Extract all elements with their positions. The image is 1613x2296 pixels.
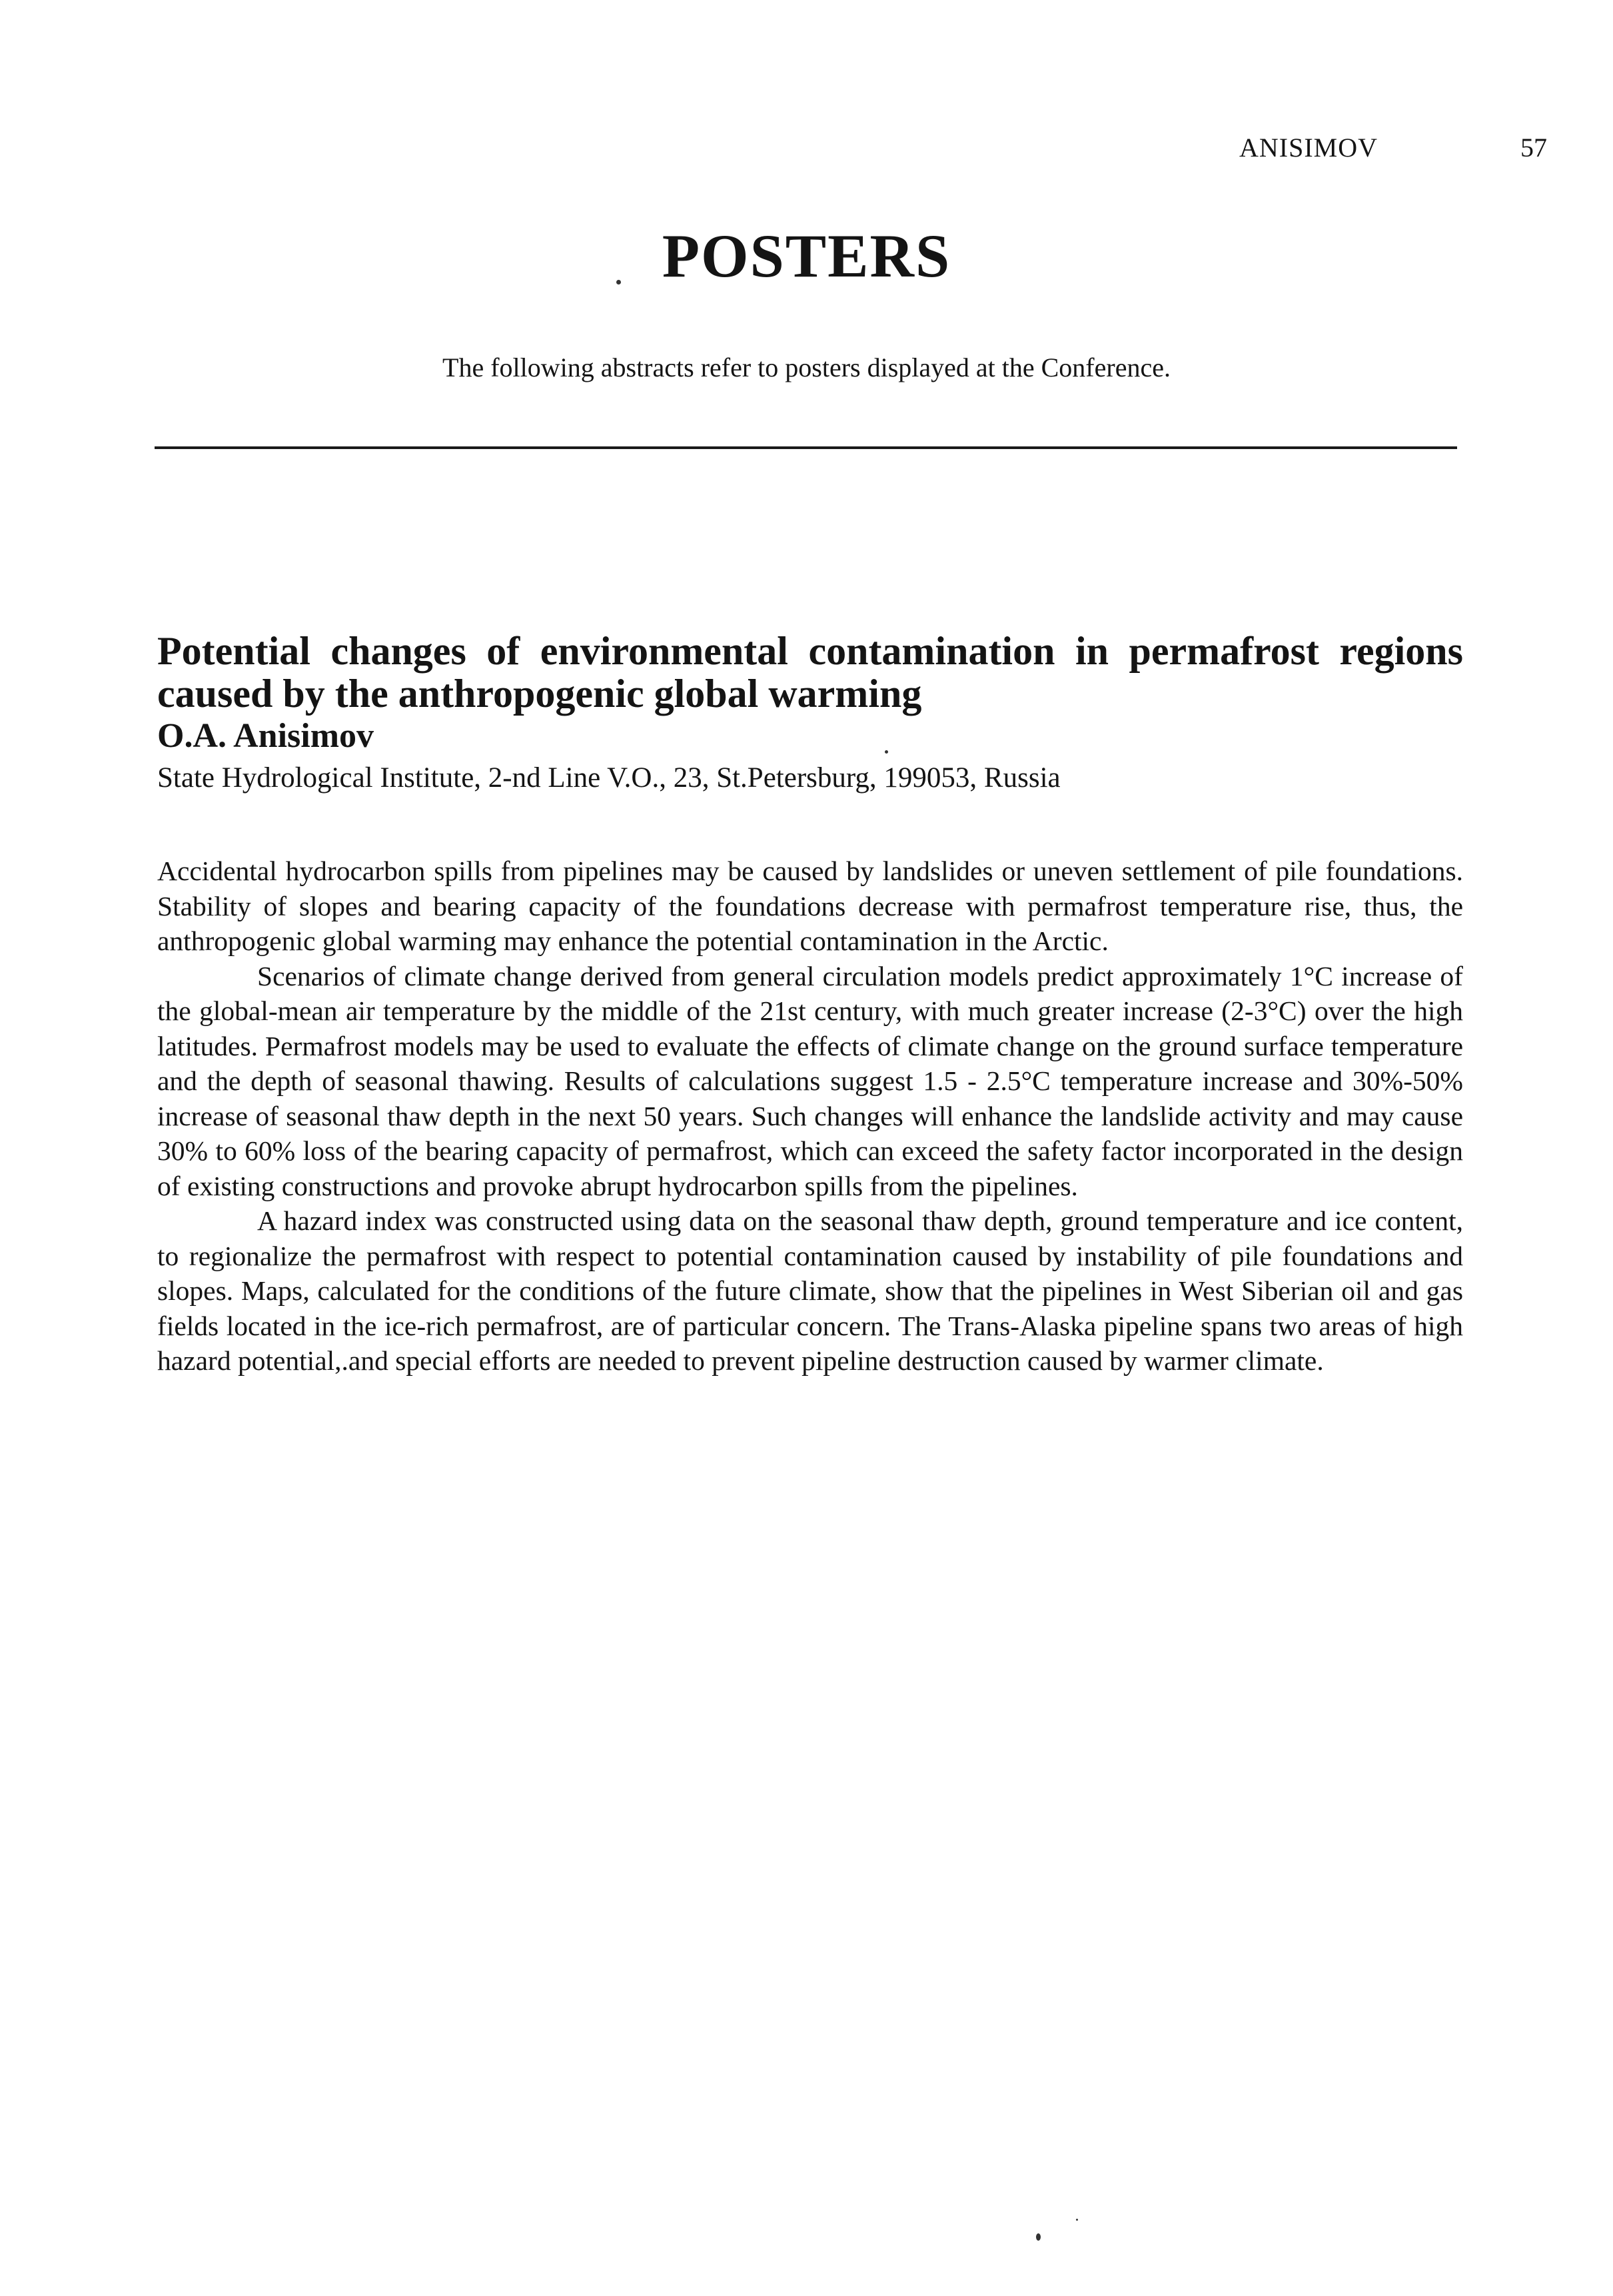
abstract-paragraph: Scenarios of climate change derived from general circulation models predict approximately 1°C increase of the global-mean air temperature by the middle of the 21st century, with much greater increase (2-3°C) over the high latitudes. Permafrost models may be used to evaluate the effects of climate change on the ground surface temperature and the depth of seasonal thawing. Results of calculations suggest 1.5 - 2.5°C temperature increase and 30%-50% increase of seasonal thaw depth in the next 50 years. Such changes will enhance the landslide activity and may cause 30% to 60% loss of the bearing capacity of permafrost, which can exceed the safety factor incorporated in the design of existing constructions and provoke abrupt hydrocarbon spills from the pipelines. bbox=[157, 960, 1463, 1201]
scan-speck bbox=[616, 280, 621, 285]
article-title: Potential changes of environmental contamination in permafrost regions caused by the anthropogenic global warming bbox=[157, 629, 1463, 716]
page-number: 57 bbox=[1520, 133, 1547, 163]
section-title: POSTERS bbox=[662, 222, 951, 290]
abstract-paragraph: A hazard index was constructed using data on the seasonal thaw depth, ground temperature and ice content, to regionalize the permafrost with respect to potential contamination caused by instability of pile foundations and slopes. Maps, calculated for the conditions of the future climate, show that the pipelines in West Siberian oil and gas fields located in the ice-rich permafrost, are of particular concern. The Trans-Alaska pipeline spans two areas of high hazard potential,.and special efforts are needed to prevent pipeline destruction caused by warmer climate. bbox=[157, 1205, 1463, 1376]
article-affiliation: State Hydrological Institute, 2-nd Line V.O., 23, St.Petersburg, 199053, Russia bbox=[157, 762, 1061, 794]
running-head: ANISIMOV bbox=[1239, 133, 1378, 163]
abstract-body bbox=[157, 854, 1463, 1379]
scan-speck bbox=[1036, 2233, 1041, 2241]
abstract-paragraph: Accidental hydrocarbon spills from pipelines may be caused by landslides or uneven settlement of pile foundations. Stability of slopes and bearing capacity of the foundations decrease with permafrost temperature rise, thus, the anthropogenic global warming may enhance the potential contamination in the Arctic. bbox=[157, 856, 1463, 956]
scan-speck bbox=[885, 750, 888, 754]
article bbox=[157, 630, 1463, 1379]
horizontal-rule bbox=[155, 446, 1457, 449]
article-author: O.A. Anisimov bbox=[157, 717, 374, 755]
section-intro: The following abstracts refer to posters displayed at the Conference. bbox=[442, 352, 1171, 382]
scan-speck bbox=[1076, 2219, 1078, 2221]
